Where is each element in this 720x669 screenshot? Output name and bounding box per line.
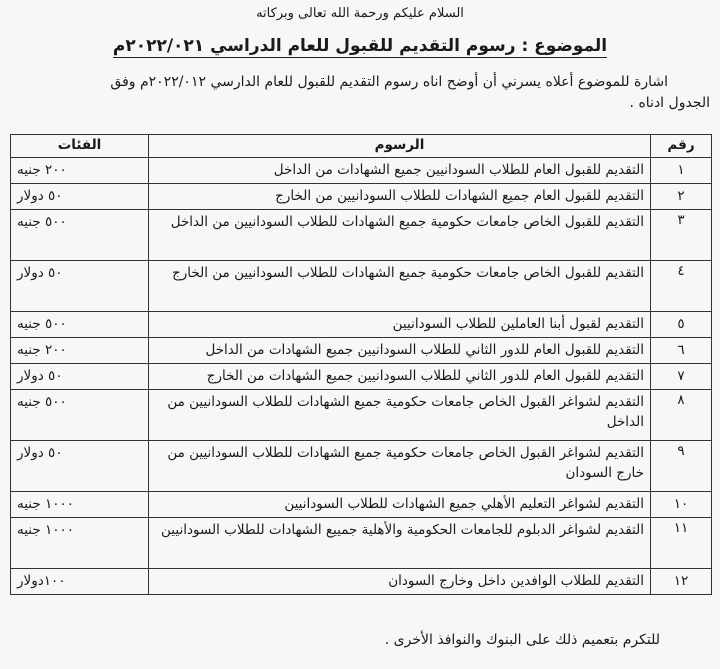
subject-heading: [0, 36, 720, 56]
row-number: ٨: [651, 390, 712, 441]
row-fee: التقديم لشواغر القبول الخاص جامعات حكومية جميع الشهادات للطلاب السودانيين من الداخل: [149, 390, 651, 441]
table-row: [11, 210, 712, 261]
row-amount: ٥٠ دولار: [11, 261, 149, 312]
table-row: [11, 518, 712, 569]
intro-paragraph: [20, 72, 710, 114]
row-number: ١٢: [651, 569, 712, 595]
row-fee: التقديم للقبول العام للدور الثاني للطلاب السودانيين جميع الشهادات من الخارج: [149, 364, 651, 390]
footer-note: للتكرم بتعميم ذلك على البنوك والنوافذ الأخرى .: [384, 632, 660, 648]
header-fees: الرسوم: [149, 135, 651, 158]
table-row: [11, 184, 712, 210]
row-number: ٤: [651, 261, 712, 312]
table-row: [11, 492, 712, 518]
row-fee: التقديم لشواغر التعليم الأهلي جميع الشهادات للطلاب السودانيين: [149, 492, 651, 518]
row-number: ٣: [651, 210, 712, 261]
row-amount: ٥٠٠ جنيه: [11, 210, 149, 261]
row-fee: التقديم للقبول الخاص جامعات حكومية جميع الشهادات للطلاب السودانيين من الداخل: [149, 210, 651, 261]
row-fee: التقديم للقبول العام للدور الثاني للطلاب السودانيين جميع الشهادات من الداخل: [149, 338, 651, 364]
row-fee: التقديم لشواغر القبول الخاص جامعات حكومية جميع الشهادات للطلاب السودانيين من خارج السودان: [149, 441, 651, 492]
row-amount: ١٠٠دولار: [11, 569, 149, 595]
row-amount: ٥٠٠ جنيه: [11, 390, 149, 441]
row-number: ٧: [651, 364, 712, 390]
table-row: [11, 338, 712, 364]
row-amount: ٥٠٠ جنيه: [11, 312, 149, 338]
row-fee: التقديم للطلاب الوافدين داخل وخارج السودان: [149, 569, 651, 595]
subject-text: الموضوع : رسوم التقديم للقبول للعام الدراسي ٢٠٢٢/٠٢١م: [112, 36, 608, 56]
row-number: ٩: [651, 441, 712, 492]
table-header-row: [11, 135, 712, 158]
header-number: رقم: [651, 135, 712, 158]
row-number: ١: [651, 158, 712, 184]
row-fee: التقديم لقبول أبنا العاملين للطلاب السودانيين: [149, 312, 651, 338]
row-number: ٥: [651, 312, 712, 338]
intro-line-1: اشارة للموضوع أعلاه يسرني أن أوضح اناه رسوم التقديم للقبول للعام الدارسي ٢٠٢٢/٠١٢م وفق: [110, 74, 668, 90]
row-amount: ٥٠ دولار: [11, 364, 149, 390]
row-fee: التقديم للقبول العام جميع الشهادات للطلاب السودانيين من الخارج: [149, 184, 651, 210]
row-amount: ١٠٠٠ جنيه: [11, 518, 149, 569]
row-fee: التقديم للقبول العام للطلاب السودانيين جميع الشهادات من الداخل: [149, 158, 651, 184]
row-number: ٦: [651, 338, 712, 364]
greeting: السلام عليكم ورحمة الله تعالى وبركاته: [256, 6, 464, 21]
table-row: [11, 158, 712, 184]
table-row: [11, 364, 712, 390]
row-fee: التقديم للقبول الخاص جامعات حكومية جميع الشهادات للطلاب السودانيين من الخارج: [149, 261, 651, 312]
row-amount: ٢٠٠ جنيه: [11, 338, 149, 364]
row-number: ٢: [651, 184, 712, 210]
intro-line-2: الجدول ادناه .: [629, 95, 710, 111]
row-amount: ٥٠ دولار: [11, 184, 149, 210]
table-row: [11, 390, 712, 441]
row-amount: ٢٠٠ جنيه: [11, 158, 149, 184]
table-row: [11, 569, 712, 595]
table-row: [11, 261, 712, 312]
row-fee: التقديم لشواغر الدبلوم للجامعات الحكومية والأهلية جمييع الشهادات للطلاب السودانيين: [149, 518, 651, 569]
row-amount: ٥٠ دولار: [11, 441, 149, 492]
fees-table: [10, 134, 712, 595]
row-number: ١٠: [651, 492, 712, 518]
row-number: ١١: [651, 518, 712, 569]
table-row: [11, 441, 712, 492]
row-amount: ١٠٠٠ جنيه: [11, 492, 149, 518]
header-categories: الفئات: [11, 135, 149, 158]
table-row: [11, 312, 712, 338]
